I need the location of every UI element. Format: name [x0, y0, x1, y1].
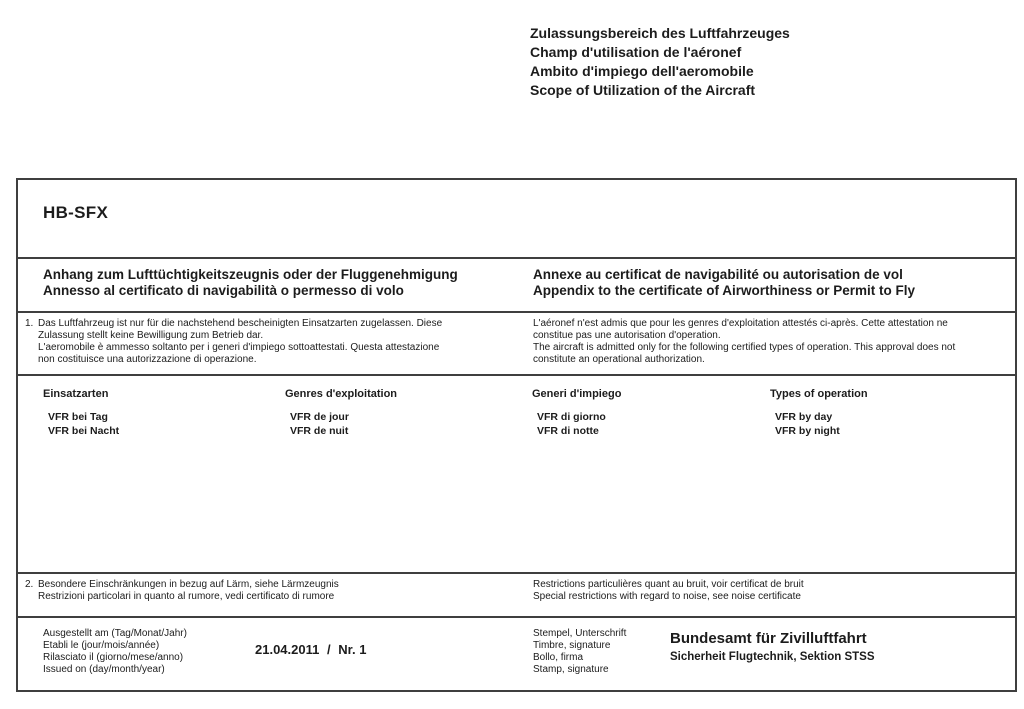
document-title-en: Scope of Utilization of the Aircraft: [530, 82, 756, 98]
operation-item: VFR by day: [775, 411, 833, 423]
operation-item: VFR di giorno: [537, 411, 606, 423]
operations-section: [18, 374, 1015, 572]
document-title-de: Zulassungsbereich des Luftfahrzeuges: [530, 25, 790, 41]
issued-label-en: Issued on (day/month/year): [43, 664, 165, 675]
clause2-fr-line: Restrictions particulières quant au bruit, voir certificat de bruit: [533, 579, 804, 590]
operation-item: VFR bei Tag: [48, 411, 108, 423]
clause1-it-line2: non costituisce una autorizzazione di operazione.: [38, 354, 257, 365]
clause1-de-line1: Das Luftfahrzeug ist nur für die nachstehend bescheinigten Einsatzarten zugelassen. Diese: [38, 318, 443, 329]
clause1-en-line2: constitute an operational authorization.: [533, 354, 705, 365]
operations-header-it: Generi d'impiego: [532, 388, 622, 400]
operations-column-en: [770, 388, 868, 438]
clause1-section: [18, 311, 1015, 374]
footer-section: [18, 616, 1015, 690]
clause1-fr-line2: constitue pas une autorisation d'operation.: [533, 330, 721, 341]
operations-column-fr: [285, 388, 397, 438]
operations-items-it: [532, 410, 621, 438]
clause1-left: [18, 318, 516, 374]
clause2-left-text: [18, 579, 516, 603]
clause1-de-line2: Zulassung stellt keine Bewilligung zum Betrieb dar.: [38, 330, 264, 341]
clause1-number: 1.: [25, 318, 34, 329]
annex-title-right: [516, 267, 1015, 311]
stamp-label-de: Stempel, Unterschrift: [533, 628, 627, 639]
issuing-authority: [670, 630, 874, 663]
issued-label-de: Ausgestellt am (Tag/Monat/Jahr): [43, 628, 187, 639]
clause2-left: [18, 579, 516, 616]
issue-date-separator: /: [326, 642, 331, 657]
operations-header-en: Types of operation: [770, 388, 868, 400]
issue-date-value: 21.04.2011: [255, 642, 320, 657]
issued-label-it: Rilasciato il (giorno/mese/anno): [43, 652, 184, 663]
operations-column-de: [43, 388, 119, 438]
operation-item: VFR de nuit: [290, 425, 349, 437]
clause2-section: [18, 572, 1015, 616]
annex-title-it: Annesso al certificato di navigabilità o permesso di volo: [43, 282, 404, 298]
clause1-right: [516, 318, 1015, 374]
clause2-en-line: Special restrictions with regard to noise, see noise certificate: [533, 591, 801, 602]
registration-section: [18, 180, 1015, 257]
annex-title-section: [18, 257, 1015, 311]
clause2-de-line: Besondere Einschränkungen in bezug auf Lärm, siehe Lärmzeugnis: [38, 579, 339, 590]
operation-item: VFR bei Nacht: [48, 425, 120, 437]
stamp-label-fr: Timbre, signature: [533, 640, 611, 651]
authority-name: Bundesamt für Zivilluftfahrt: [670, 630, 867, 647]
operation-item: VFR by night: [775, 425, 840, 437]
stamp-label-it: Bollo, firma: [533, 652, 584, 663]
operations-header-fr: Genres d'exploitation: [285, 388, 398, 400]
clause1-left-text: [18, 318, 516, 366]
clause2-it-line: Restrizioni particolari in quanto al rumore, vedi certificato di rumore: [38, 591, 335, 602]
annex-title-left: [18, 267, 516, 311]
document-title-fr: Champ d'utilisation de l'aéronef: [530, 44, 742, 60]
document-title-it: Ambito d'impiego dell'aeromobile: [530, 63, 754, 79]
clause1-left-lines: [38, 318, 442, 366]
operations-header-de: Einsatzarten: [43, 388, 109, 400]
stamp-label-en: Stamp, signature: [533, 664, 609, 675]
issue-number: Nr. 1: [338, 642, 367, 657]
footer-right: [516, 618, 1015, 690]
issue-date: [255, 642, 366, 657]
clause1-en-line1: The aircraft is admitted only for the following certified types of operation. This approval does not: [533, 342, 956, 353]
certificate-box: [16, 178, 1017, 692]
operation-item: VFR di notte: [537, 425, 599, 437]
operations-items-de: [43, 410, 119, 438]
clause1-fr-line1: L'aéronef n'est admis que pour les genres d'exploitation attestés ci-après. Cette attestation ne: [533, 318, 948, 329]
annex-title-de: Anhang zum Lufttüchtigkeitszeugnis oder der Fluggenehmigung: [43, 267, 458, 282]
document-title-block: [530, 24, 790, 100]
operations-column-it: [532, 388, 621, 438]
clause2-number: 2.: [25, 579, 34, 590]
footer-left: [18, 618, 516, 690]
annex-title-fr: Annexe au certificat de navigabilité ou autorisation de vol: [533, 267, 903, 282]
clause1-it-line1: L'aeromobile è ammesso soltanto per i generi d'impiego sottoattestati. Questa attestazione: [38, 342, 440, 353]
clause2-right: [516, 579, 1015, 616]
issued-label-fr: Etabli le (jour/mois/année): [43, 640, 160, 651]
clause2-left-lines: [38, 579, 339, 603]
operations-items-fr: [285, 410, 397, 438]
annex-title-en: Appendix to the certificate of Airworthiness or Permit to Fly: [533, 282, 916, 298]
authority-section: Sicherheit Flugtechnik, Sektion STSS: [670, 651, 875, 663]
operations-items-en: [770, 410, 868, 438]
operation-item: VFR de jour: [290, 411, 349, 423]
aircraft-registration: HB-SFX: [43, 203, 109, 222]
